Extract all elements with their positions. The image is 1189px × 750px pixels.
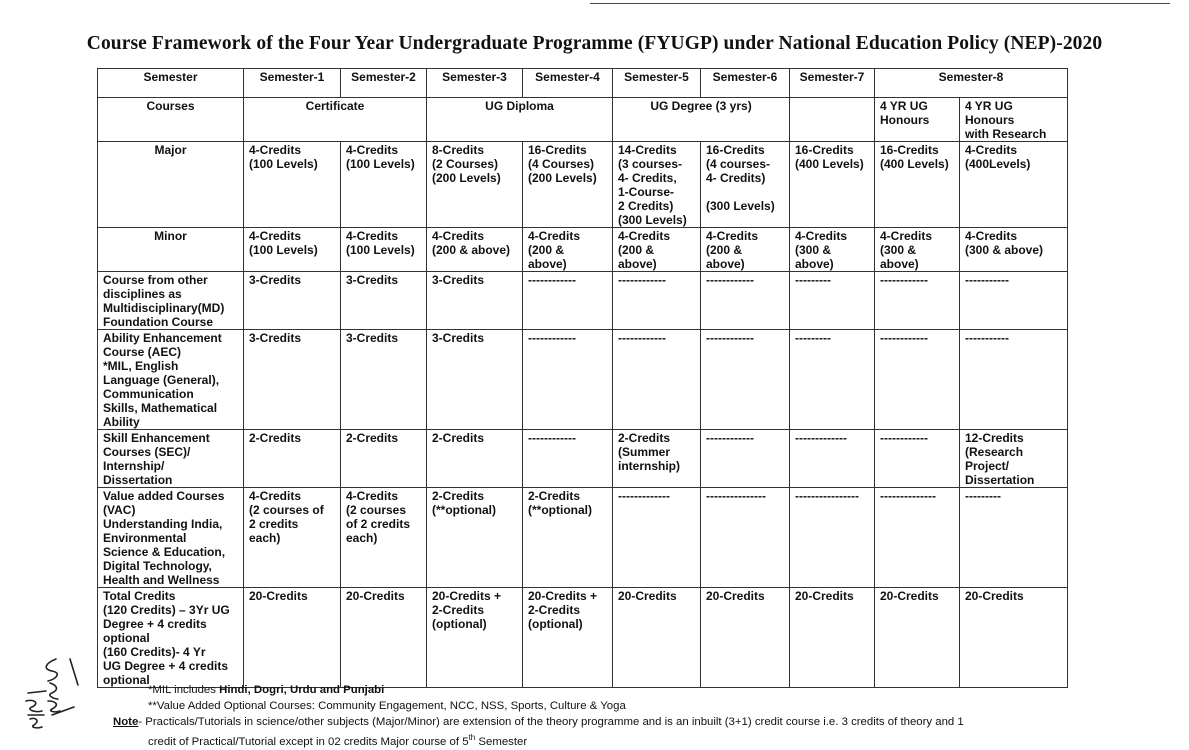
table-cell: 20-Credits [244,588,341,688]
table-cell: 20-Credits [613,588,701,688]
table-cell: 4-Credits (200 & above) [613,228,701,272]
semester-7-header: Semester-7 [790,69,875,98]
table-cell: 4-Credits (300 & above) [960,228,1068,272]
honours-research-cell: 4 YR UG Honours with Research [960,98,1068,142]
handwritten-signature [12,655,92,730]
ug-diploma-cell: UG Diploma [427,98,613,142]
table-cell: 3-Credits [341,272,427,330]
table-cell: ------------- [613,488,701,588]
table-cell: --------- [790,272,875,330]
aec-row [98,330,1068,430]
table-cell: 3-Credits [341,330,427,430]
table-cell: 20-Credits + 2-Credits (optional) [523,588,613,688]
table-cell: 4-Credits (100 Levels) [244,142,341,228]
signature-icon [12,655,92,730]
row-label: Minor [98,228,244,272]
note-continuation: credit of Practical/Tutorial except in 02 credits Major course of 5th Semester [148,733,528,748]
semester-5-header: Semester-5 [613,69,701,98]
table-cell: ------------ [613,272,701,330]
table-cell: 2-Credits [341,430,427,488]
table-cell: 16-Credits (400 Levels) [875,142,960,228]
table-cell: 3-Credits [427,272,523,330]
honours-cell: 4 YR UG Honours [875,98,960,142]
footnotes [148,682,626,714]
table-cell: 16-Credits (4 Courses) (200 Levels) [523,142,613,228]
table-cell: ------------- [790,430,875,488]
semester-6-header: Semester-6 [701,69,790,98]
multidisciplinary-row [98,272,1068,330]
table-cell: 4-Credits (2 courses of 2 credits each) [244,488,341,588]
table-cell: 8-Credits (2 Courses) (200 Levels) [427,142,523,228]
semester-label: Semester [98,69,244,98]
courses-row [98,98,1068,142]
certificate-cell: Certificate [244,98,427,142]
table-cell: ----------- [960,330,1068,430]
semester-4-header: Semester-4 [523,69,613,98]
table-cell: --------------- [701,488,790,588]
table-cell: 4-Credits (300 & above) [875,228,960,272]
semester-header-row [98,69,1068,98]
table-cell: 2-Credits [244,430,341,488]
table-cell: ------------ [875,430,960,488]
semester-3-header: Semester-3 [427,69,523,98]
semester-1-header: Semester-1 [244,69,341,98]
course-framework-table [97,68,1068,688]
vac-row [98,488,1068,588]
note-label: Note [113,716,139,728]
row-label: Skill Enhancement Courses (SEC)/ Internship/ Dissertation [98,430,244,488]
table-cell: 4-Credits (200 & above) [427,228,523,272]
table-cell: ------------ [523,330,613,430]
table-cell: 4-Credits (100 Levels) [341,142,427,228]
table-cell: -------------- [875,488,960,588]
mil-footnote: *MIL includes Hindi, Dogri, Urdu and Punjabi [148,684,385,696]
table-cell: 12-Credits (Research Project/ Dissertation [960,430,1068,488]
page-title: Course Framework of the Four Year Undergraduate Programme (FYUGP) under National Education Policy (NEP)-2020 [86,33,1103,54]
table-cell: 3-Credits [427,330,523,430]
table-cell: 2-Credits [427,430,523,488]
table-cell: 4-Credits (400Levels) [960,142,1068,228]
table-cell: 16-Credits (400 Levels) [790,142,875,228]
table-cell: ----------- [960,272,1068,330]
table-cell: 14-Credits (3 courses- 4- Credits, 1-Course- 2 Credits) (300 Levels) [613,142,701,228]
table-cell: 2-Credits (**optional) [427,488,523,588]
table-cell: 4-Credits (300 & above) [790,228,875,272]
table-cell: ------------ [613,330,701,430]
row-label: Ability Enhancement Course (AEC) *MIL, English Language (General), Communication Skills, Mathematical Ability [98,330,244,430]
practicals-note [113,714,1133,750]
ug-degree-cell: UG Degree (3 yrs) [613,98,790,142]
mil-languages: Hindi, Dogri, Urdu and Punjabi [219,684,385,696]
minor-row [98,228,1068,272]
vac-footnote: **Value Added Optional Courses: Community Engagement, NCC, NSS, Sports, Culture & Yoga [148,700,626,712]
table-cell: ------------ [523,430,613,488]
table-cell: 20-Credits [875,588,960,688]
semester-2-header: Semester-2 [341,69,427,98]
table-cell: 20-Credits [790,588,875,688]
table-cell: ------------ [701,272,790,330]
major-row [98,142,1068,228]
table-cell: 20-Credits + 2-Credits (optional) [427,588,523,688]
table-cell: 20-Credits [701,588,790,688]
table-cell: ------------ [875,330,960,430]
note-text: - Practicals/Tutorials in science/other subjects (Major/Minor) are extension of the theory programme and is an inbuilt (3+1) credit course i.e. 3 credits of theory and 1 [138,716,964,728]
table-cell: 16-Credits (4 courses- 4- Credits) (300 Levels) [701,142,790,228]
table-cell: 4-Credits (100 Levels) [341,228,427,272]
table-cell: 20-Credits [341,588,427,688]
table-cell: 4-Credits (200 & above) [523,228,613,272]
table-cell: 4-Credits (100 Levels) [244,228,341,272]
table-cell: ------------ [701,330,790,430]
table-cell: --------- [960,488,1068,588]
row-label: Value added Courses (VAC) Understanding India, Environmental Science & Education, Digital Technology, Health and Wellness [98,488,244,588]
semester-7-courses-cell [790,98,875,142]
table-cell: --------- [790,330,875,430]
table-cell: ------------ [523,272,613,330]
table-cell: ---------------- [790,488,875,588]
row-label: Major [98,142,244,228]
table-cell: 4-Credits (2 courses of 2 credits each) [341,488,427,588]
table-cell: 4-Credits (200 & above) [701,228,790,272]
courses-label: Courses [98,98,244,142]
top-rule [590,3,1170,4]
row-label: Course from other disciplines as Multidisciplinary(MD) Foundation Course [98,272,244,330]
row-label: Total Credits (120 Credits) – 3Yr UG Degree + 4 credits optional (160 Credits)- 4 Yr UG Degree + 4 credits optional [98,588,244,688]
table-cell: 3-Credits [244,330,341,430]
semester-8-header: Semester-8 [875,69,1068,98]
table-cell: ------------ [875,272,960,330]
table-cell: 20-Credits [960,588,1068,688]
table-cell: 2-Credits (Summer internship) [613,430,701,488]
table-cell: ------------ [701,430,790,488]
table-cell: 2-Credits (**optional) [523,488,613,588]
table-cell: 3-Credits [244,272,341,330]
total-credits-row [98,588,1068,688]
sec-row [98,430,1068,488]
